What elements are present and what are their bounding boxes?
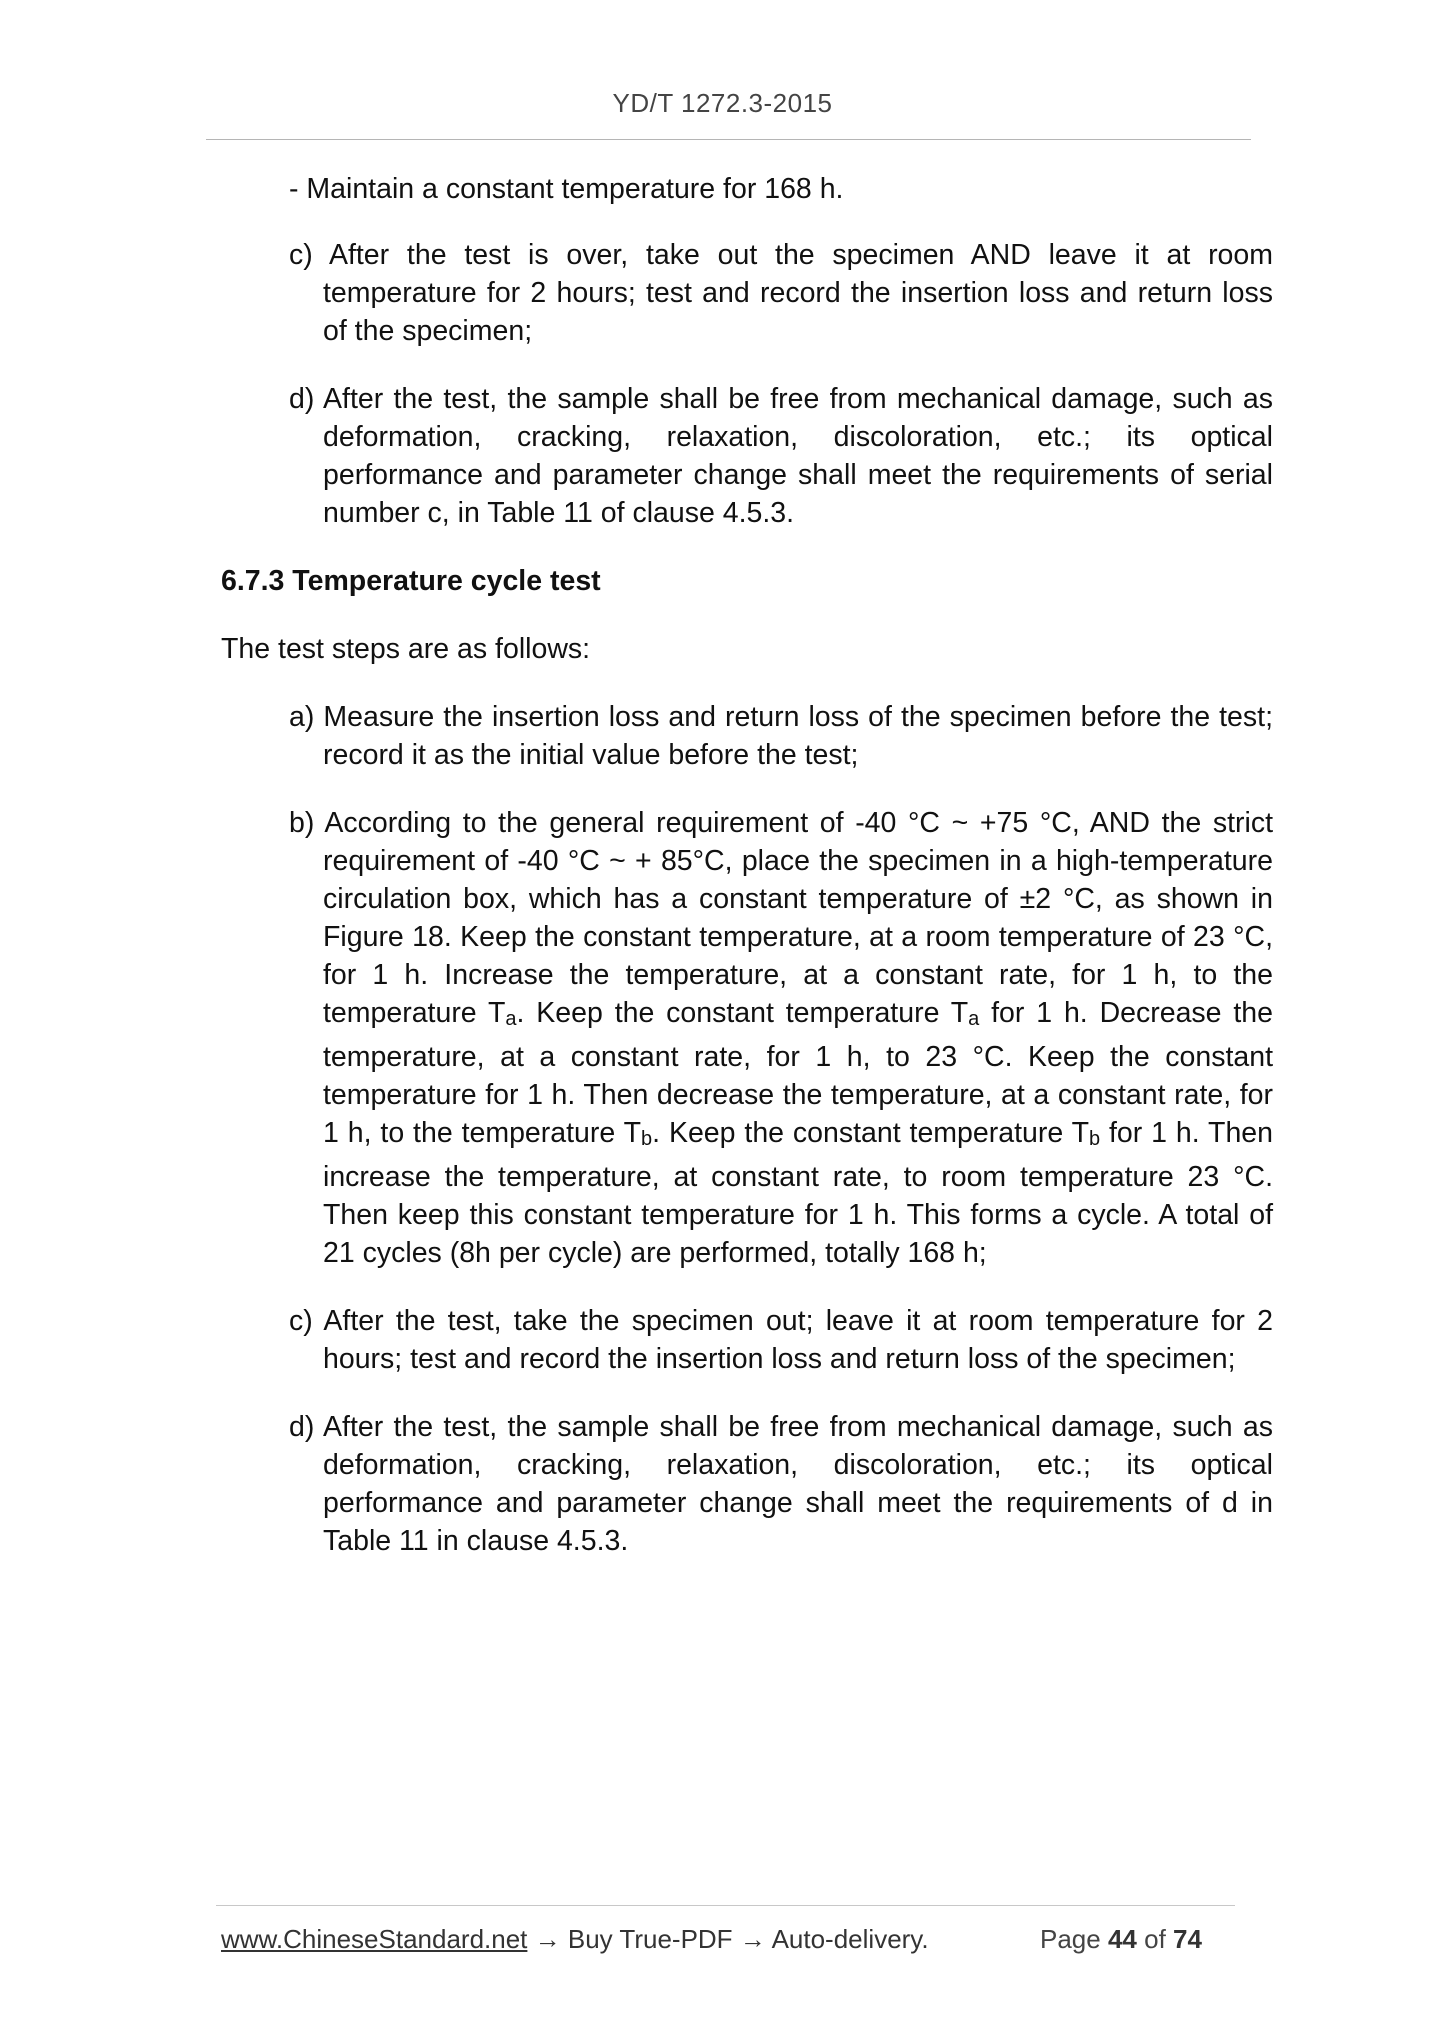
list-item-label: a)	[289, 701, 324, 733]
list-item-text-part: for 1 h. Then increase the temperature, at constant rate, to room temperature 23 °C. Then keep this constant temperature for 1 h. This forms a cycle. A total of 21 cycles (8h per cycle) are performed, totally 168 h;	[323, 1117, 1273, 1269]
document-header: YD/T 1272.3-2015	[612, 88, 833, 118]
list-item-label: d)	[289, 383, 324, 415]
list-item-prev-c	[255, 236, 1273, 350]
page-of-label: of	[1144, 1924, 1166, 1954]
list-item-text: After the test, take the specimen out; leave it at room temperature for 2 hours; test and record the insertion loss and return loss of the specimen;	[323, 1305, 1273, 1375]
page-total: 74	[1173, 1924, 1202, 1954]
footer-promo	[221, 1924, 929, 1955]
subscript-a: a	[968, 1008, 980, 1030]
list-item-label: b)	[289, 807, 325, 839]
subscript-b: b	[1088, 1128, 1101, 1150]
list-item-b	[255, 804, 1273, 1272]
subscript-a: a	[505, 1008, 517, 1030]
list-item-text: Measure the insertion loss and return loss of the specimen before the test; record it as the initial value before the test;	[323, 701, 1273, 771]
footer-promo-text: → Buy True-PDF → Auto-delivery.	[527, 1924, 929, 1954]
footer-divider	[216, 1905, 1235, 1906]
header-divider	[206, 139, 1251, 140]
subscript-b: b	[641, 1128, 653, 1150]
list-item-text-part: According to the general requirement of -40 °C ~ +75 °C, AND the strict requirement of -40 °C ~ + 85°C, place the specimen in a high-temperature circulation box, which has a constant temperature of ±2 °C, as shown in Figure 18. Keep the constant temperature, at a room temperature of 23 °C, for 1 h. Increase the temperature, at a constant rate, for 1 h, to the temperature T	[323, 807, 1273, 1029]
list-item-text: After the test, the sample shall be free from mechanical damage, such as deformation, cracking, relaxation, discoloration, etc.; its optical performance and parameter change shall meet the requirements of serial number c, in Table 11 of clause 4.5.3.	[323, 383, 1274, 529]
list-item-label: d)	[289, 1411, 324, 1443]
list-item-label: c)	[289, 239, 329, 271]
list-item-d	[255, 1408, 1273, 1560]
list-item-text-part: . Keep the constant temperature T	[652, 1117, 1089, 1149]
list-item-text: After the test, the sample shall be free from mechanical damage, such as deformation, cracking, relaxation, discoloration, etc.; its optical performance and parameter change shall meet the requirements of d in Table 11 in clause 4.5.3.	[323, 1411, 1274, 1557]
page-body	[221, 170, 1274, 1590]
list-item-c	[255, 1302, 1273, 1378]
list-item-text-part: for 1 h. Decrease the temperature, at a constant rate, for 1 h, to 23 °C. Keep the constant temperature for 1 h. Then decrease the temperature, at a constant rate, for 1 h, to the temperature T	[323, 997, 1274, 1149]
page-label: Page	[1040, 1924, 1101, 1954]
list-item-label: c)	[289, 1305, 324, 1337]
page-indicator	[1040, 1924, 1202, 1955]
section-heading: 6.7.3 Temperature cycle test	[221, 565, 601, 597]
section-intro: The test steps are as follows:	[221, 633, 591, 665]
website-link[interactable]: www.ChineseStandard.net	[221, 1924, 528, 1954]
page-current: 44	[1107, 1924, 1137, 1954]
list-item-text-part: . Keep the constant temperature T	[516, 997, 969, 1029]
dash-line-constant-temperature: - Maintain a constant temperature for 168 h.	[289, 173, 844, 205]
list-item-prev-d	[255, 380, 1273, 532]
list-item-text: After the test is over, take out the specimen AND leave it at room temperature for 2 hours; test and record the insertion loss and return loss of the specimen;	[323, 239, 1273, 347]
list-item-a	[255, 698, 1273, 774]
